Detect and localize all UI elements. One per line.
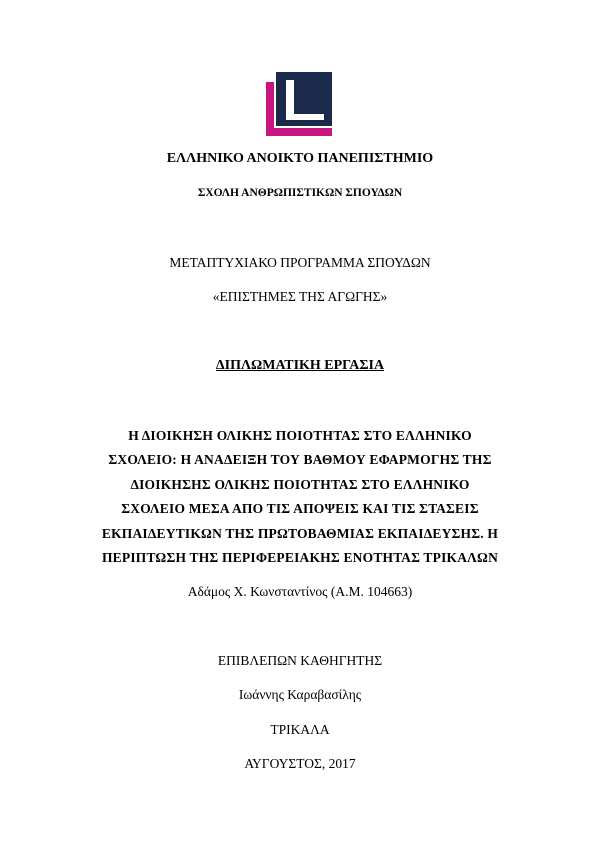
school-name: ΣΧΟΛΗ ΑΝΘΡΩΠΙΣΤΙΚΩΝ ΣΠΟΥΔΩΝ bbox=[197, 187, 403, 199]
thesis-title-line: ΣΧΟΛΕΙΟ: Η ΑΝΑΔΕΙΞΗ ΤΟΥ ΒΑΘΜΟΥ ΕΦΑΡΜΟΓΗΣ ΤΗΣ bbox=[108, 452, 492, 468]
supervisor-name: Ιωάννης Καραβασίλης bbox=[238, 687, 362, 702]
thesis-title-line: Η ΔΙΟΙΚΗΣΗ ΟΛΙΚΗΣ ΠΟΙΟΤΗΤΑΣ ΣΤΟ ΕΛΛΗΝΙΚΟ bbox=[128, 428, 472, 443]
thesis-title bbox=[60, 424, 540, 570]
city: ΤΡΙΚΑΛΑ bbox=[270, 722, 330, 737]
university-logo-icon bbox=[262, 68, 334, 138]
program-label: ΜΕΤΑΠΤΥΧΙΑΚΟ ΠΡΟΓΡΑΜΜΑ ΣΠΟΥΔΩΝ bbox=[169, 255, 431, 270]
author-line: Αδάμος Χ. Κωνσταντίνος (Α.Μ. 104663) bbox=[187, 584, 413, 599]
document-type: ΔΙΠΛΩΜΑΤΙΚΗ ΕΡΓΑΣΙΑ bbox=[215, 358, 385, 373]
date: ΑΥΓΟΥΣΤΟΣ, 2017 bbox=[244, 756, 356, 771]
program-title: «ΕΠΙΣΤΗΜΕΣ ΤΗΣ ΑΓΩΓΗΣ» bbox=[212, 289, 388, 304]
thesis-title-line: ΕΚΠΑΙΔΕΥΤΙΚΩΝ ΤΗΣ ΠΡΩΤΟΒΑΘΜΙΑΣ ΕΚΠΑΙΔΕΥΣΗΣ. Η bbox=[101, 525, 499, 541]
supervisor-label: ΕΠΙΒΛΕΠΩΝ ΚΑΘΗΓΗΤΗΣ bbox=[217, 653, 383, 668]
thesis-title-line: ΔΙΟΙΚΗΣΗΣ ΟΛΙΚΗΣ ΠΟΙΟΤΗΤΑΣ ΣΤΟ ΕΛΛΗΝΙΚΟ bbox=[130, 476, 470, 492]
thesis-title-line: ΠΕΡΙΠΤΩΣΗ ΤΗΣ ΠΕΡΙΦΕΡΕΙΑΚΗΣ ΕΝΟΤΗΤΑΣ ΤΡΙΚΑΛΩΝ bbox=[101, 550, 499, 566]
thesis-title-line: ΣΧΟΛΕΙΟ ΜΕΣΑ ΑΠΟ ΤΙΣ ΑΠΟΨΕΙΣ ΚΑΙ ΤΙΣ ΣΤΑΣΕΙΣ bbox=[121, 501, 479, 517]
institution-name: ΕΛΛΗΝΙΚΟ ΑΝΟΙΚΤΟ ΠΑΝΕΠΙΣΤΗΜΙΟ bbox=[166, 151, 434, 166]
